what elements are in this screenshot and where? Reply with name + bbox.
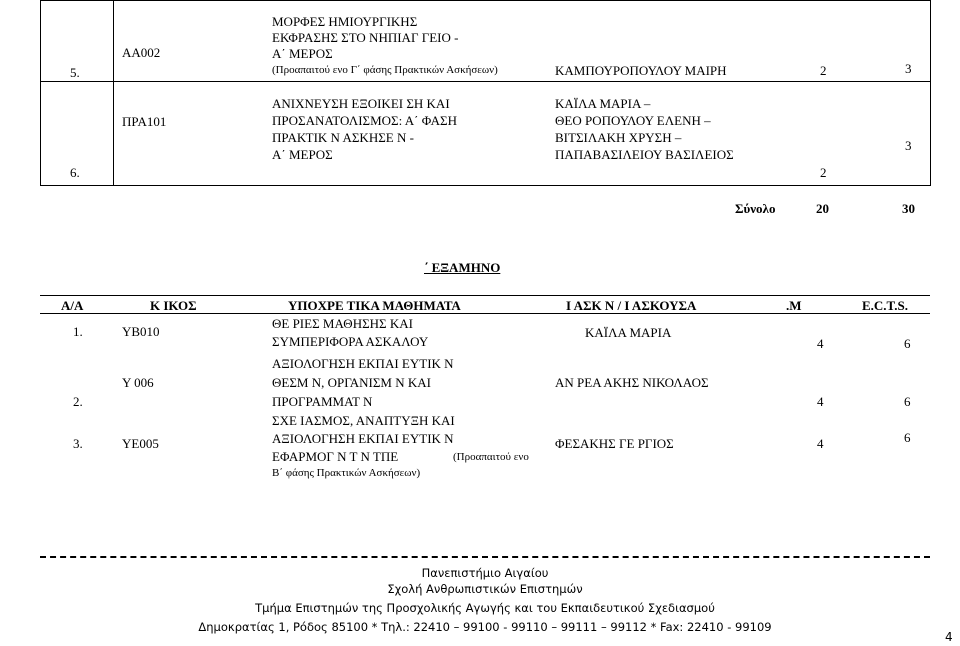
row-number: 3. [73,436,83,451]
course-code: ΠΡΑ101 [122,114,167,129]
header-aa: Α/Α [61,298,84,313]
row-number: 5. [70,65,80,80]
footer-university: Πανεπιστήμιο Αιγαίου [421,566,549,580]
total-ects: 30 [902,201,915,216]
hours: 4 [817,394,824,409]
footer-school: Σχολή Ανθρωπιστικών Επιστημών [387,582,583,596]
second-table-border-top [40,295,930,296]
top-table-row-divider [40,81,930,82]
course-note: (Προαπαιτού ενο [453,451,529,463]
course-code: ΑΑ002 [122,45,161,60]
header-hours: .Μ [786,298,802,313]
footer-address: Δημοκρατίας 1, Ρόδος 85100 * Τηλ.: 22410 – 99100 - 99110 – 99111 – 99112 * Fax: 22410 - 99109 [198,620,772,634]
course-note: Β΄ φάσης Πρακτικών Ασκήσεων) [272,467,421,479]
semester-heading: ΄ ΕΞΑΜΗΝΟ [424,260,501,275]
top-table-border-bottom [40,185,930,186]
hours: 2 [820,165,827,180]
row-number: 1. [73,324,83,339]
hours: 2 [820,63,827,78]
total-label: Σύνολο [735,201,776,216]
instructor: ΦΕΣΑΚΗΣ ΓΕ ΡΓΙΟΣ [555,436,674,451]
page-number: 4 [945,630,953,644]
header-courses: ΥΠΟΧΡΕ ΤΙΚΑ ΜΑΘΗΜΑΤΑ [288,298,461,313]
footer-department: Τμήμα Επιστημών της Προσχολικής Αγωγής και του Εκπαιδευτικού Σχεδιασμού [255,601,715,615]
ects: 6 [904,394,911,409]
hours: 4 [817,336,824,351]
hours: 4 [817,436,824,451]
course-code: Υ 006 [122,375,154,390]
top-table-border-right [930,0,931,186]
row-number: 2. [73,394,83,409]
header-instructor: Ι ΑΣΚ Ν / Ι ΑΣΚΟΥΣΑ [566,298,697,313]
instructor: ΚΑΪΛΑ ΜΑΡΙΑ [585,325,672,340]
ects: 6 [904,336,911,351]
course-note: (Προαπαιτού ενο Γ΄ φάσης Πρακτικών Ασκήσεων) [272,64,498,76]
ects: 3 [905,61,912,76]
instructor: ΑΝ ΡΕΑ ΑΚΗΣ ΝΙΚΟΛΑΟΣ [555,375,709,390]
top-table-col-divider [113,0,114,186]
ects: 3 [905,138,912,153]
second-table-header-divider [40,313,930,314]
footer-divider [40,556,930,558]
header-ects: E.C.T.S. [862,298,908,313]
course-code: ΥΕ005 [122,436,159,451]
total-hours: 20 [816,201,829,216]
top-table-border-top [40,0,930,1]
course-code: ΥΒ010 [122,324,160,339]
footer [40,565,930,635]
header-code: Κ ΙΚΟΣ [150,298,197,313]
instructor: ΚΑΜΠΟΥΡΟΠΟΥΛΟΥ ΜΑΙΡΗ [555,63,727,78]
row-number: 6. [70,165,80,180]
ects: 6 [904,430,911,445]
top-table-border-left [40,0,41,186]
